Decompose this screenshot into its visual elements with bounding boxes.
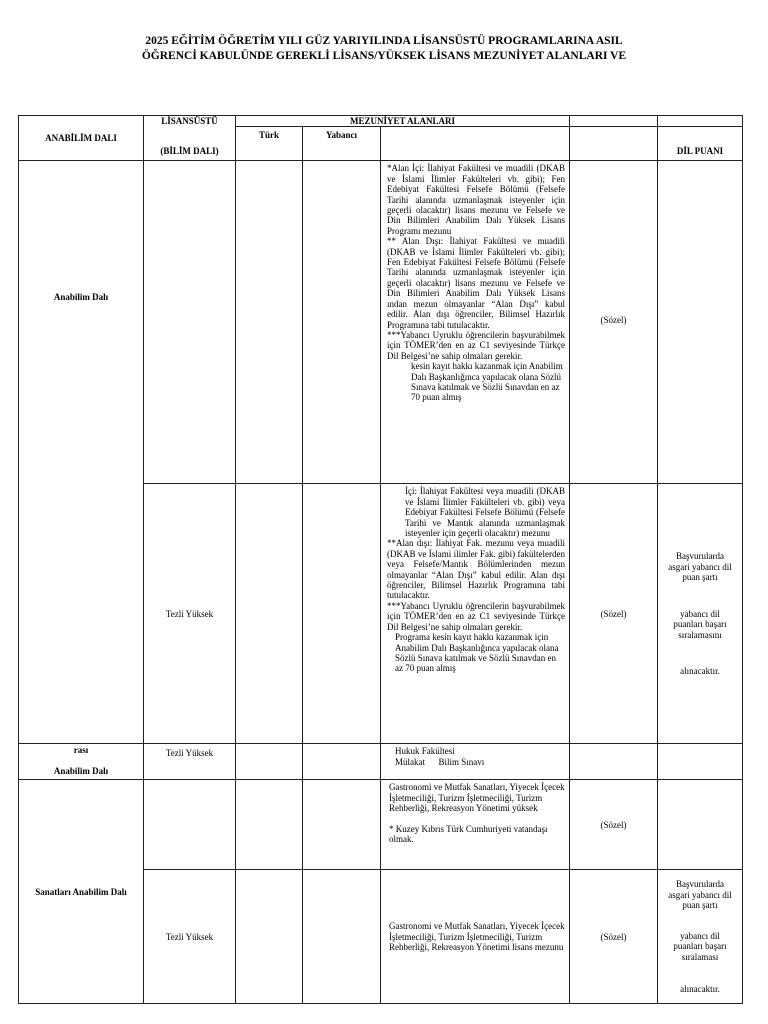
header-turk: Türk (236, 127, 303, 161)
dil-line: Başvurularda asgari yabancı dil puan şartı (668, 551, 735, 583)
program-cell (144, 161, 236, 484)
turk-cell (236, 780, 303, 870)
dil-cell (658, 780, 743, 870)
dept-cell (19, 744, 144, 780)
requirement-line: *Alan İçi: İlahiyat Fakültesi ve muadili (DKAB ve İslami İlimler Fakülteleri vb. gibi); Fen Edebiyat Fakültesi Felsefe Bölümü (Felsefe Tarihi alanında uzmanlaşmak isteyenler için geçerli olacaktır) lisans mezunu ve Felsefe ve Din Bilimleri Anabilim Dalı Yüksek Lisans Programı mezunu (387, 163, 568, 236)
requirement-line: Hukuk Fakültesi (395, 746, 455, 757)
sozel-cell: (Sözel) (570, 161, 658, 484)
requirements-cell (381, 780, 570, 870)
dept-name: Anabilim Dalı (53, 292, 109, 303)
document-title (0, 34, 768, 64)
header-yabanci: Yabancı (303, 127, 381, 161)
requirement-line: ***Yabancı Uyruklu öğrencilerin başvurabilmek için TÖMER’den en az C1 seviyesinde Türkçe Dil Belgesi’ne sahip olmaları gerekir. (387, 600, 568, 632)
dept-cell: Sanatları Anabilim Dalı (19, 780, 144, 1004)
sozel-cell: (Sözel) (570, 870, 658, 1004)
requirement-line: İçi: İlahiyat Fakültesi veya muadili (DKAB ve İslami İlimler Fakülteleri vb. gibi) veya Edebiyat Fakültesi Felsefe Bölümü (Felsefe Tarihi ve Mantık alanında uzmanlaşmak isteyenler için geçerli olacaktır) mezunu (405, 486, 568, 539)
requirements-cell (381, 744, 570, 780)
dil-line: alınacaktır. (680, 983, 720, 994)
dil-line: yabancı dil puanları başarı sıralamasını (673, 608, 729, 640)
requirement-line: Gastronomi ve Mutfak Sanatları, Yiyecek İçecek İşletmeciliği, Turizm İşletmeciliği, Turizm Rehberliği, Rekreasyon Yönetimi yüksek (389, 782, 567, 814)
turk-cell (236, 161, 303, 484)
turk-cell (236, 744, 303, 780)
dept-cell (19, 161, 144, 744)
programs-table (18, 115, 743, 1004)
requirement-line: ** Alan Dışı: İlahiyat Fakültesi ve muadili (DKAB ve İslami İlimler Fakülteleri vb. gibi); Fen Edebiyat Fakültesi Felsefe Bölümü (Felsefe Tarihi alanında uzmanlaşmak isteyenler için geçerli olacaktır) lisans mezunu ve Felsefe ve Din Bilimleri Anabilim Dalı Yüksek Lisans ından mezun olmayanlar “Alan Dışı” kabul edilir. Alan dışı öğrenciler, Bilimsel Hazırlık Programına tabi tutulacaktır. (387, 236, 568, 330)
program-cell (144, 780, 236, 870)
dil-cell (658, 744, 743, 780)
requirement-line: kesin kayıt hakkı kazanmak için Anabilim Dalı Başkanlığınca yapılacak olana Sözlü Sınava katılmak ve Sözlü Sınavdan en az 70 puan almış (411, 361, 565, 403)
requirement-line: * Kuzey Kıbrıs Türk Cumhuriyeti vatandaşı olmak. (389, 823, 550, 845)
header-mezuniyet: MEZUNİYET ALANLARI (236, 116, 570, 127)
dil-cell (658, 870, 743, 1004)
program-cell: Tezli Yüksek (144, 870, 236, 1004)
requirement-line: Mülakat Bilim Sınavı (395, 756, 485, 767)
requirement-line: ***Yabancı Uyruklu öğrencilerin başvurabilmek için TÖMER’den en az C1 seviyesinde Türkçe Dil Belgesi’ne sahip olmaları gerekir. (387, 329, 568, 361)
dept-name-part: rası (73, 745, 89, 756)
dil-line: Başvurularda asgari yabancı dil puan şartı (668, 879, 735, 911)
title-line-2: ÖĞRENCİ KABULÜNDE GEREKLİ LİSANS/YÜKSEK LİSANS MEZUNİYET ALANLARI VE (141, 50, 627, 62)
header-empty-4 (570, 127, 658, 161)
requirement-line: Gastronomi ve Mutfak Sanatları, Yiyecek İçecek İşletmeciliği, Turizm İşletmeciliği, Turizm Rehberliği, Rekreasyon Yönetimi lisans mezunu (389, 921, 567, 953)
header-empty (570, 116, 658, 127)
dil-cell (658, 161, 743, 484)
header-row-1 (19, 116, 743, 127)
yabanci-cell (303, 870, 381, 1004)
table-row (19, 780, 743, 870)
table-row (19, 744, 743, 780)
dil-line: alınacaktır. (680, 665, 720, 676)
header-empty-2 (658, 116, 743, 127)
yabanci-cell (303, 484, 381, 744)
turk-cell (236, 870, 303, 1004)
title-line-1: 2025 EĞİTİM ÖĞRETİM YILI GÜZ YARIYILINDA LİSANSÜSTÜ PROGRAMLARINA ASIL (145, 35, 623, 47)
header-lisansustu-label: LİSANSÜSTÜ (161, 116, 218, 126)
requirements-cell (381, 161, 570, 484)
header-bilim-dali: (BİLİM DALI) (160, 146, 219, 157)
sozel-cell: (Sözel) (570, 484, 658, 744)
header-dil-puani: DİL PUANI (658, 127, 743, 161)
program-cell: Tezli Yüksek (144, 744, 236, 780)
yabanci-cell (303, 161, 381, 484)
header-lisansustu (144, 116, 236, 161)
program-cell: Tezli Yüksek (144, 484, 236, 744)
requirement-line: Programa kesin kayıt hakkı kazanmak için Anabilim Dalı Başkanlığınca yapılacak olana Sözlü Sınava katılmak ve Sözlü Sınavdan en az 70 puan almış (395, 632, 561, 674)
yabanci-cell (303, 744, 381, 780)
dil-line: yabancı dil puanları başarı sıralaması (673, 930, 729, 962)
header-anabilim: ANABİLİM DALI (19, 116, 144, 161)
requirements-cell (381, 484, 570, 744)
yabanci-cell (303, 780, 381, 870)
header-empty-3 (381, 127, 570, 161)
dil-cell (658, 484, 743, 744)
sozel-cell (570, 744, 658, 780)
requirement-line: **Alan dışı: İlahiyat Fak. mezunu veya muadili (DKAB ve İslami ilimler Fak. gibi) fakültelerden veya Felsefe/Mantık Bölümlerinden mezun olmayanlar “Alan Dışı” kabul edilir. Alan dışı öğrenciler, Bilimsel Hazırlık Programına tabi tutulacaktır. (387, 538, 568, 601)
dept-name: Anabilim Dalı (53, 765, 109, 776)
sozel-cell: (Sözel) (570, 780, 658, 870)
turk-cell (236, 484, 303, 744)
requirements-cell (381, 870, 570, 1004)
table-row (19, 161, 743, 484)
